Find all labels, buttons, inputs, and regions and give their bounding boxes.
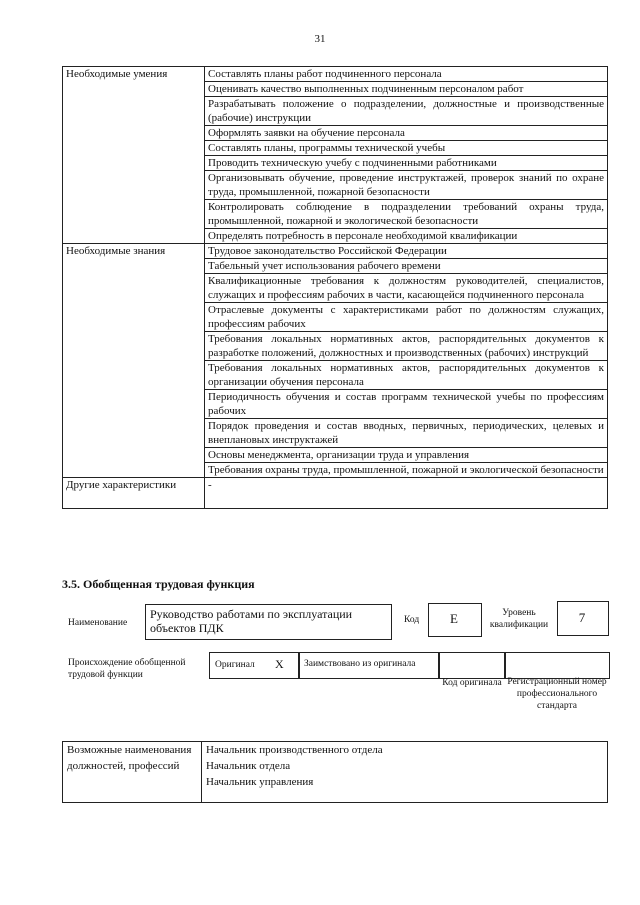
skills-label: Необходимые умения: [63, 67, 205, 244]
knowledge-item: Основы менеджмента, организации труда и управления: [205, 448, 608, 463]
position-item: Начальник управления: [206, 776, 314, 788]
name-value: Руководство работами по эксплуатации объектов ПДК: [150, 607, 353, 635]
knowledge-item: Периодичность обучения и состав программ технической учебы по профессиям рабочих: [205, 390, 608, 419]
skills-row: [63, 67, 608, 82]
knowledge-item: Квалификационные требования к должностям руководителей, специалистов, служащих и профессиям рабочих в части, касающейся подчиненного персонала: [205, 274, 608, 303]
requirements-table: [62, 66, 608, 509]
skills-item: Определять потребность в персонале необходимой квалификации: [205, 229, 608, 244]
knowledge-item: Трудовое законодательство Российской Федерации: [205, 244, 608, 259]
knowledge-section: [63, 244, 608, 478]
other-label: Другие характеристики: [63, 478, 205, 509]
positions-row: [63, 742, 608, 803]
level-value: 7: [578, 610, 586, 625]
other-value: -: [205, 478, 608, 509]
code-label: Код: [404, 615, 420, 625]
skills-item: Проводить техническую учебу с подчиненными работниками: [205, 156, 608, 171]
knowledge-item: Требования локальных нормативных актов, распорядительных документов к разработке положений, должностных и производственных (рабочих) инструкций: [205, 332, 608, 361]
positions-label: Возможные наименования должностей, профессий: [63, 742, 202, 803]
level-label: Уровень квалификации: [489, 608, 549, 630]
knowledge-label: Необходимые знания: [63, 244, 205, 478]
origin-label: Происхождение обобщенной трудовой функции: [68, 658, 186, 680]
skills-section: [63, 67, 608, 244]
skills-item: Контролировать соблюдение в подразделении требований охраны труда, промышленной, пожарной и экологической безопасности: [205, 200, 608, 229]
section-heading: 3.5. Обобщенная трудовая функция: [62, 577, 255, 591]
original-label: Оригинал: [215, 660, 255, 670]
skills-item: Разрабатывать положение о подразделении, должностные и производственные (рабочие) инструкции: [205, 97, 608, 126]
skills-item: Оценивать качество выполненных подчиненным персоналом работ: [205, 82, 608, 97]
skills-item: Составлять планы, программы технической учебы: [205, 141, 608, 156]
other-row: [63, 478, 608, 509]
registration-caption: Регистрационный номер профессионального стандарта: [507, 677, 607, 711]
name-label: Наименование: [68, 618, 128, 628]
knowledge-item: Порядок проведения и состав вводных, первичных, периодических, целевых и внеплановых инструктажей: [205, 419, 608, 448]
skills-item: Организовывать обучение, проведение инструктажей, проверок знаний по охране труда, промышленной, пожарной безопасности: [205, 171, 608, 200]
knowledge-item: Требования локальных нормативных актов, распорядительных документов к организации обучения персонала: [205, 361, 608, 390]
knowledge-item: Табельный учет использования рабочего времени: [205, 259, 608, 274]
knowledge-row: [63, 244, 608, 259]
skills-item: Оформлять заявки на обучение персонала: [205, 126, 608, 141]
code-value: Е: [450, 611, 458, 626]
borrowed-label: Заимствовано из оригинала: [304, 659, 416, 669]
original-mark: X: [275, 657, 284, 671]
original-code-cell: [438, 652, 506, 679]
positions-table: [62, 741, 608, 803]
page-number: 31: [314, 33, 326, 45]
positions-list: [202, 742, 608, 803]
knowledge-item: Отраслевые документы с характеристиками работ по должностям служащих, профессиям рабочих: [205, 303, 608, 332]
position-item: Начальник отдела: [206, 760, 291, 772]
registration-cell: [504, 652, 610, 679]
position-item: Начальник производственного отдела: [206, 744, 383, 756]
knowledge-item: Требования охраны труда, промышленной, пожарной и экологической безопасности: [205, 463, 608, 478]
skills-item: Составлять планы работ подчиненного персонала: [205, 67, 608, 82]
other-section: [63, 478, 608, 509]
code-caption: Код оригинала: [442, 678, 502, 688]
